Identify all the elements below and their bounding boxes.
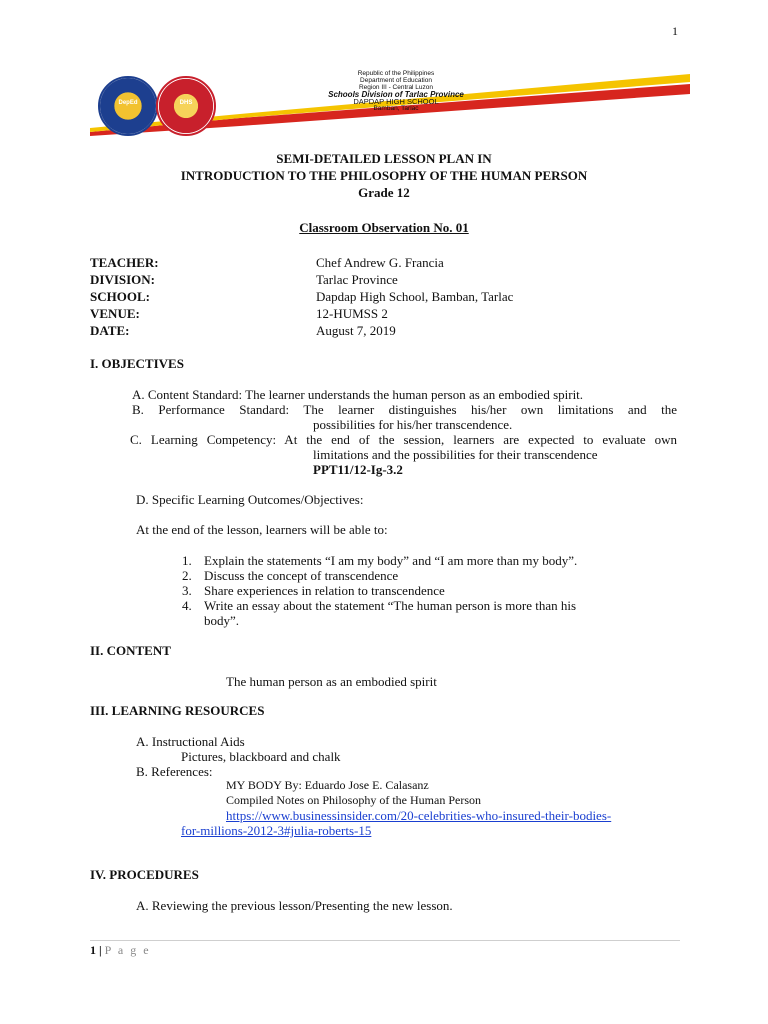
venue-label: VENUE:: [90, 306, 140, 321]
content-standard: A. Content Standard: The learner understands the human person as an embodied spirit.: [132, 387, 584, 402]
objectives-heading: I. OBJECTIVES: [90, 356, 184, 371]
observation-title: Classroom Observation No. 01: [299, 220, 469, 235]
list-item-num: 3.: [182, 583, 192, 598]
specific-outcomes: D. Specific Learning Outcomes/Objectives:: [136, 492, 364, 507]
school-label: SCHOOL:: [90, 289, 150, 304]
learning-competency: C. Learning Competency: At the end of the session, learners are expected to evaluate own: [130, 432, 677, 447]
competency-code: PPT11/12-Ig-3.2: [313, 462, 403, 477]
learning-competency-cont: limitations and the possibilities for their transcendence: [313, 447, 598, 462]
teacher-value: Chef Andrew G. Francia: [316, 255, 444, 270]
school-seal-logo: DHS: [156, 76, 216, 136]
list-item-num: 2.: [182, 568, 192, 583]
header-address: Bamban, Tarlac: [373, 105, 419, 112]
page-number-top: 1: [672, 24, 678, 38]
division-label: DIVISION:: [90, 272, 156, 287]
list-item-num: 4.: [182, 598, 192, 613]
date-value: August 7, 2019: [316, 323, 396, 338]
header-sdo: Schools Division of Tarlac Province: [328, 90, 464, 99]
procedure-a: A. Reviewing the previous lesson/Presenting the new lesson.: [136, 898, 453, 913]
header-line: Department of Education: [360, 77, 432, 84]
header-school: DAPDAP HIGH SCHOOL: [353, 97, 439, 106]
content-text: The human person as an embodied spirit: [226, 674, 437, 689]
title-line-1: SEMI-DETAILED LESSON PLAN IN: [276, 151, 492, 166]
header-text: [316, 70, 476, 112]
deped-seal-logo: DepEd: [98, 76, 158, 136]
outcomes-intro: At the end of the lesson, learners will be able to:: [136, 522, 388, 537]
header-line: Republic of the Philippines: [357, 70, 435, 77]
instructional-aids: A. Instructional Aids: [136, 734, 245, 749]
list-item: Discuss the concept of transcendence: [204, 568, 399, 583]
list-item: Explain the statements “I am my body” and “I am more than my body”.: [204, 553, 578, 568]
reference-item: MY BODY By: Eduardo Jose E. Calasanz: [226, 778, 429, 792]
header-banner: [90, 70, 690, 140]
content-heading: II. CONTENT: [90, 643, 171, 658]
performance-standard: B. Performance Standard: The learner distinguishes his/her own limitations and the: [132, 402, 677, 417]
school-value: Dapdap High School, Bamban, Tarlac: [316, 289, 514, 304]
teacher-label: TEACHER:: [90, 255, 159, 270]
date-label: DATE:: [90, 323, 130, 338]
list-item: Share experiences in relation to transcendence: [204, 583, 445, 598]
footer-page-label: P a g e: [104, 943, 151, 957]
resources-heading: III. LEARNING RESOURCES: [90, 703, 265, 718]
procedures-heading: IV. PROCEDURES: [90, 867, 199, 882]
venue-value: 12-HUMSS 2: [316, 306, 388, 321]
page-footer: [90, 943, 151, 958]
instructional-aids-text: Pictures, blackboard and chalk: [181, 749, 341, 764]
title-line-2: INTRODUCTION TO THE PHILOSOPHY OF THE HUMAN PERSON: [180, 168, 588, 183]
performance-standard-cont: possibilities for his/her transcendence.: [313, 417, 513, 432]
list-item-cont: body”.: [204, 613, 240, 628]
division-value: Tarlac Province: [316, 272, 398, 287]
list-item-num: 1.: [182, 553, 192, 568]
header-line: Region III - Central Luzon: [358, 84, 434, 91]
footer-page-num: 1: [90, 943, 96, 957]
references-label: B. References:: [136, 764, 213, 779]
reference-link-cont[interactable]: for-millions-2012-3#julia-roberts-15: [181, 823, 372, 838]
footer-sep: |: [99, 943, 102, 957]
title-grade: Grade 12: [358, 185, 410, 200]
reference-item: Compiled Notes on Philosophy of the Human Person: [226, 793, 481, 807]
list-item: Write an essay about the statement “The human person is more than his: [204, 598, 577, 613]
reference-link[interactable]: https://www.businessinsider.com/20-celebrities-who-insured-their-bodies-: [226, 808, 612, 823]
footer-divider: [90, 940, 680, 941]
